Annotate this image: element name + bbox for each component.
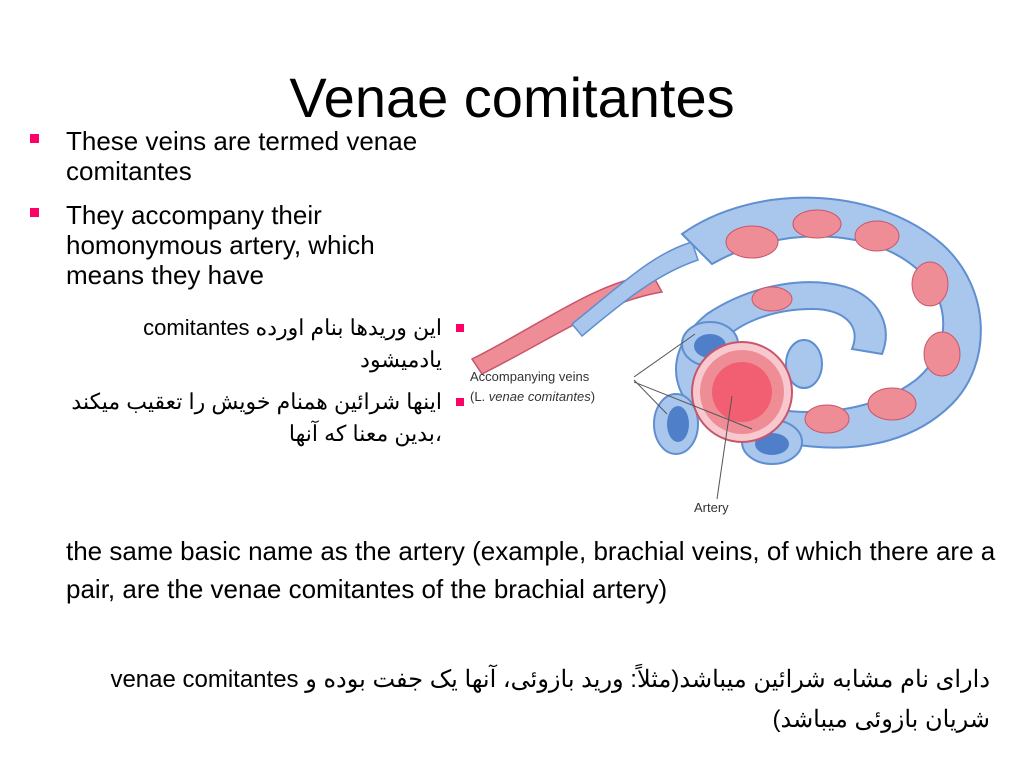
bullet-en-1 — [30, 126, 450, 186]
artery-opening — [855, 221, 899, 251]
label-accompanying-veins: Accompanying veins — [470, 369, 590, 384]
bullet-text: They accompany their homonymous artery, which means they have — [66, 200, 375, 290]
artery-opening — [726, 226, 778, 258]
label-artery: Artery — [694, 500, 729, 515]
paragraph-fa: دارای نام مشابه شرائین میباشد(مثلاً: ورید بازوئی، آنها یک جفت بوده و venae comitantes شریان بازوئی میباشد) — [110, 666, 990, 733]
leader-line — [634, 380, 667, 414]
artery-opening — [924, 332, 960, 376]
slide-title: Venae comitantes — [289, 66, 735, 129]
bullet-fa-1 — [62, 312, 442, 376]
vein-tail — [572, 242, 698, 336]
bullet-text: These veins are termed venae comitantes — [66, 126, 418, 186]
bullet-en-2 — [30, 200, 450, 290]
bullet-fa-2 — [62, 386, 442, 450]
artery-opening — [912, 262, 948, 306]
bullet-text: اینها شرائین همنام خویش را تعقیب میکند ،بدین معنا که آنها — [71, 389, 442, 446]
artery-lumen — [712, 362, 772, 422]
venae-comitantes-illustration — [452, 124, 1024, 520]
artery-opening — [752, 287, 792, 311]
artery-opening — [793, 210, 841, 238]
paragraph-en: the same basic name as the artery (example, brachial veins, of which there are a pair, are the venae comitantes of the brachial artery) — [66, 536, 996, 604]
artery-opening — [805, 405, 849, 433]
bullet-text: این وریدها بنام اورده comitantes یادمیشود — [143, 315, 442, 372]
vein-lumen — [667, 406, 689, 442]
label-venae-comitantes: (L. venae comitantes) — [470, 389, 596, 404]
bullet-marker — [30, 208, 39, 217]
artery-opening — [868, 388, 916, 420]
bullet-marker — [30, 134, 39, 143]
